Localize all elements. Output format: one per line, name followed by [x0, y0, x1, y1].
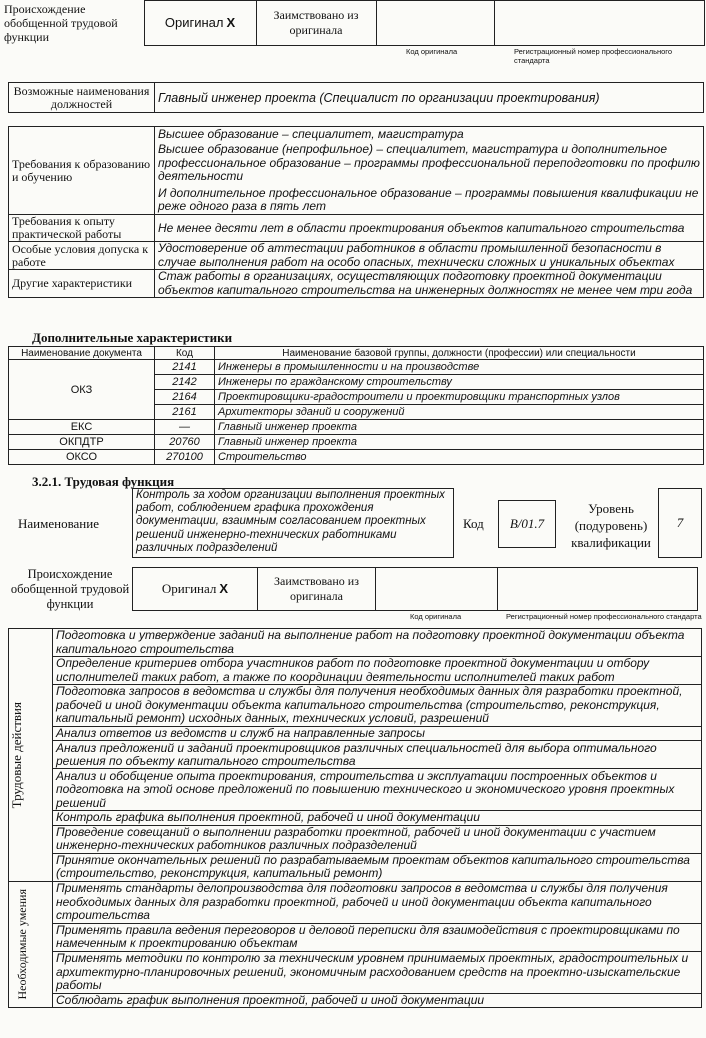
education-values — [155, 127, 704, 215]
experience-value: Не менее десяти лет в области проектирования объектов капитального строительства — [155, 215, 704, 242]
header-code: Код — [155, 347, 215, 360]
code-original-box — [376, 568, 498, 611]
education-line: Высшее образование (непрофильное) – специалитет, магистратура и дополнительное профессиональное образование – программы профессиональной переподготовки по профилю деятельности — [158, 142, 700, 184]
doc-name: ОКСО — [9, 450, 155, 465]
okz-code: 2161 — [155, 405, 215, 420]
actions-label-cell — [9, 629, 53, 882]
doc-value: Главный инженер проекта — [215, 435, 704, 450]
additional-table — [8, 346, 704, 465]
okz-name: Инженеры по гражданскому строительству — [215, 375, 704, 390]
skills-label: Необходимые умения — [14, 889, 29, 1000]
borrowed-cell: Заимствовано из оригинала — [256, 1, 376, 46]
education-label: Требования к образованию и обучению — [9, 127, 155, 215]
original-text: Оригинал — [161, 581, 217, 596]
header-doc: Наименование документа — [9, 347, 155, 360]
original-text: Оригинал — [164, 15, 224, 30]
skill-item: Соблюдать график выполнения проектной, рабочей и иной документации — [53, 993, 702, 1007]
origin-label: Происхождение обобщенной трудовой функции — [4, 2, 118, 44]
function-code-value: В/01.7 — [498, 500, 556, 548]
positions-label: Возможные наименования должностей — [9, 83, 155, 113]
okz-name: Проектировщики-градостроители и проектировщики транспортных узлов — [215, 390, 704, 405]
action-item: Подготовка запросов в ведомства и службы для получения необходимых данных для разработки проектной, рабочей и иной документации объекта капитального строительства (строительство, реконструкция, капитальный ремонт) исходных данных, технических условий, разрешений — [53, 685, 702, 727]
action-item: Определение критериев отбора участников работ по подготовке проектной документации и отбору исполнителей таких работ, а также по координации деятельности исполнителей таких работ — [53, 657, 702, 685]
function-code-label: Код — [463, 516, 484, 531]
special-conditions-value: Удостоверение об аттестации работников в области промышленной безопасности в случае выполнения работ на особо опасных, технически сложных и уникальных объектах — [155, 242, 704, 270]
positions-value: Главный инженер проекта (Специалист по организации проектирования) — [155, 83, 704, 113]
action-item: Контроль графика выполнения проектной, рабочей и иной документации — [53, 811, 702, 825]
reg-number-caption: Регистрационный номер профессионального стандарта — [506, 612, 702, 621]
okz-code: 2141 — [155, 360, 215, 375]
okz-label: ОКЗ — [9, 360, 155, 420]
skills-label-cell — [9, 881, 53, 1007]
okz-code: 2164 — [155, 390, 215, 405]
experience-label: Требования к опыту практической работы — [9, 215, 155, 242]
code-original-caption: Код оригинала — [406, 47, 458, 56]
origin-label: Происхождение обобщенной трудовой функции — [10, 567, 130, 611]
additional-heading: Дополнительные характеристики — [32, 330, 233, 345]
requirements-block — [8, 126, 704, 298]
actions-skills-block — [8, 628, 702, 1008]
function-level-value: 7 — [658, 488, 702, 558]
education-line: Высшее образование – специалитет, магистратура — [158, 127, 464, 141]
other-characteristics-value: Стаж работы в организациях, осуществляющих подготовку проектной документации объектов капитального строительства на инженерных должностях не менее чем три года — [155, 270, 704, 298]
special-conditions-label: Особые условия допуска к работе — [9, 242, 155, 270]
doc-name: ОКПДТР — [9, 435, 155, 450]
skill-item: Применять стандарты делопроизводства для подготовки запросов в ведомства и службы для получения необходимых данных для разработки проектной, рабочей и иной документации объекта капитального строительства — [53, 881, 702, 923]
original-mark: X — [226, 15, 236, 30]
action-item: Принятие окончательных решений по разрабатываемым проектам объектов капитального строительства (строительство, реконструкция, капитальный ремонт) — [53, 853, 702, 881]
code-original-caption: Код оригинала — [410, 612, 462, 621]
function-heading: 3.2.1. Трудовая функция — [32, 474, 175, 489]
other-characteristics-label: Другие характеристики — [9, 270, 155, 298]
doc-code: 270100 — [155, 450, 215, 465]
original-cell — [144, 1, 256, 46]
okz-name: Архитекторы зданий и сооружений — [215, 405, 704, 420]
origin-block-top — [4, 0, 704, 65]
function-level-label: Уровень (подуровень) квалификации — [571, 501, 651, 550]
education-line: И дополнительное профессиональное образование – программы повышения квалификации не реже одного раза в пять лет — [158, 185, 699, 214]
original-mark: X — [219, 581, 229, 596]
function-block — [8, 488, 704, 560]
okz-code: 2142 — [155, 375, 215, 390]
origin-block-bottom — [8, 567, 704, 623]
action-item: Проведение совещаний о выполнении разработки проектной, рабочей и иной документации с участием инженерно-технических работников различных подразделений — [53, 825, 702, 853]
okz-name: Инженеры в промышленности и на производстве — [215, 360, 704, 375]
borrowed-cell: Заимствовано из оригинала — [258, 568, 376, 611]
doc-name: ЕКС — [9, 420, 155, 435]
doc-code: 20760 — [155, 435, 215, 450]
header-name: Наименование базовой группы, должности (профессии) или специальности — [215, 347, 704, 360]
reg-number-box — [494, 1, 704, 46]
positions-block — [8, 82, 704, 113]
actions-label: Трудовые действия — [9, 701, 24, 809]
action-item: Анализ ответов из ведомств и служб на направленные запросы — [53, 727, 702, 741]
function-name-value: Контроль за ходом организации выполнения проектных работ, соблюдением графика прохождения документации, взаимным согласованием проектных решений инженерно-технических работниками различных подразделений — [132, 488, 454, 558]
code-original-box — [376, 1, 494, 46]
reg-number-box — [498, 568, 698, 611]
reg-number-caption: Регистрационный номер профессионального стандарта — [514, 47, 673, 65]
skill-item: Применять методики по контролю за техническим уровнем принимаемых проектных, градостроительных и архитектурно-планировочных решений, экономичным расходованием средств на проектно-изыскательские работы — [53, 951, 702, 993]
action-item: Анализ и обобщение опыта проектирования, строительства и эксплуатации построенных объектов и подготовка на этой основе предложений по повышению технического и экономического уровня проектных решений — [53, 769, 702, 811]
original-cell — [133, 568, 258, 611]
function-name-label: Наименование — [18, 516, 99, 531]
action-item: Подготовка и утверждение заданий на выполнение работ на подготовку проектной документации объекта капитального строительства — [53, 629, 702, 657]
action-item: Анализ предложений и заданий проектировщиков различных специальностей для выбора оптимального решения по объекту капитального строительства — [53, 741, 702, 769]
skill-item: Применять правила ведения переговоров и деловой переписки для взаимодействия с проектировщиками по намеченным к проектированию объектам — [53, 923, 702, 951]
doc-value: Строительство — [215, 450, 704, 465]
doc-value: Главный инженер проекта — [215, 420, 704, 435]
doc-code: — — [155, 420, 215, 435]
